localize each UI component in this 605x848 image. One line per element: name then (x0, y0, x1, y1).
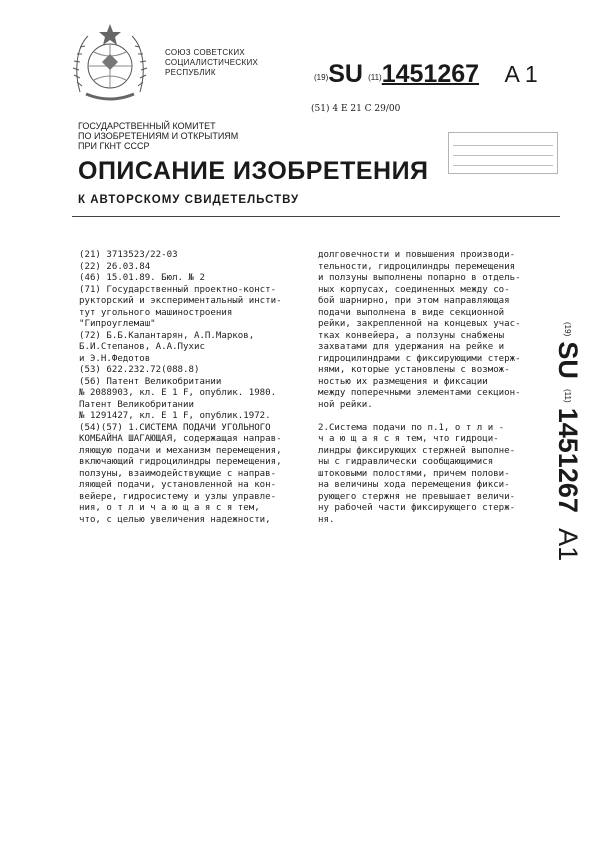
text-line: рующего стержня не превышает величи- (318, 491, 516, 502)
text-line: ня. (318, 514, 335, 525)
right-column (318, 250, 550, 526)
text-line: Б.И.Степанов, А.А.Пухис (79, 342, 205, 352)
vertical-code-19: (19) (563, 322, 572, 337)
state-name (165, 48, 275, 78)
ipc-classification (311, 104, 400, 115)
text-line: Патент Великобритании (79, 399, 194, 410)
text-line: включающий гидроцилиндры перемещения, (79, 457, 282, 467)
text-line: ну рабочей части фиксирующего стерж- (318, 503, 516, 513)
library-stamp (448, 132, 558, 174)
code-19: (19) (314, 73, 329, 82)
stamp-line (453, 165, 553, 166)
text-line: и Э.Н.Федотов (79, 353, 151, 364)
text-line (318, 411, 550, 423)
text-line: ных корпусах, соединенных между со- (318, 284, 510, 295)
text-line: (46) 15.01.89. Бюл. № 2 (79, 273, 205, 283)
committee-line: ПО ИЗОБРЕТЕНИЯМ И ОТКРЫТИЯМ (78, 131, 239, 141)
text-line: (53) 622.232.72(088.8) (79, 365, 200, 375)
text-line: штоковыми полостями, причем полови- (318, 468, 510, 479)
state-name-line: РЕСПУБЛИК (165, 68, 216, 77)
text-line: ния, о т л и ч а ю щ а я с я тем, (79, 503, 260, 513)
text-line: между поперечными элементами секцион- (318, 388, 521, 398)
left-column (79, 250, 305, 526)
text-line: (54)(57) 1.СИСТЕМА ПОДАЧИ УГОЛЬНОГО (79, 422, 271, 433)
text-line: гидроцилиндрами с фиксирующими стерж- (318, 353, 521, 364)
text-line: ляющей подачи, установленной на кон- (79, 480, 277, 490)
text-line: № 2088903, кл. E 1 F, опублик. 1980. (79, 388, 277, 398)
stamp-line (453, 155, 553, 156)
text-line: ны с гидравлически сообщающимися (318, 457, 494, 467)
vertical-patent-label (552, 322, 583, 561)
vertical-kind-code: A1 (553, 528, 583, 562)
state-emblem-icon (72, 22, 148, 108)
text-line: № 1291427, кл. E 1 F, опублик.1972. (79, 411, 271, 421)
text-line: тках конвейера, а ползуны снабжены (318, 330, 505, 341)
kind-code: A 1 (504, 61, 538, 87)
text-line: подачи выполнена в виде секционной (318, 307, 505, 318)
patent-number-line (314, 60, 538, 86)
ipc-code: E 21 C 29/00 (340, 104, 401, 114)
committee-name (78, 121, 298, 151)
text-line: что, с целью увеличения надежности, (79, 514, 271, 525)
text-line: ползуны, взаимодействующие с направ- (79, 468, 277, 479)
document-subtitle: К АВТОРСКОМУ СВИДЕТЕЛЬСТВУ (78, 194, 300, 206)
text-line: КОМБАЙНА ШАГАЮЩАЯ, содержащая направ- (79, 434, 282, 444)
text-line: (72) Б.Б.Калантарян, А.П.Марков, (79, 330, 255, 341)
header-divider (72, 216, 560, 217)
text-line: ляющую подачи и механизм перемещения, (79, 445, 282, 456)
committee-line: ГОСУДАРСТВЕННЫЙ КОМИТЕТ (78, 121, 216, 131)
patent-number: 1451267 (381, 60, 480, 88)
text-line: 2.Система подачи по п.1, о т л и - (318, 422, 505, 433)
text-line: "Гипроуглемаш" (79, 319, 156, 329)
text-line: на величины хода перемещения фикси- (318, 480, 510, 490)
text-line: (56) Патент Великобритании (79, 376, 222, 387)
country-code: SU (328, 60, 363, 88)
stamp-line (453, 145, 553, 146)
text-line: долговечности и повышения производи- (318, 250, 516, 260)
text-line: бой шарнирно, при этом направляющая (318, 296, 510, 306)
text-line: линдры фиксирующих стержней выполне- (318, 445, 516, 456)
text-line: (21) 3713523/22-03 (79, 250, 178, 260)
text-line: ч а ю щ а я с я тем, что гидроци- (318, 434, 499, 444)
text-line: тельности, гидроцилиндры перемещения (318, 261, 516, 272)
committee-line: ПРИ ГКНТ СССР (78, 141, 150, 151)
text-line: ной рейки. (318, 399, 373, 410)
text-line: и ползуны выполнены попарно в отдель- (318, 273, 521, 283)
text-line: вейере, гидросистему и узлы управле- (79, 491, 277, 502)
code-11: (11) (368, 73, 382, 82)
vertical-country: SU (553, 341, 583, 379)
text-line: рукторский и экспериментальный инсти- (79, 296, 282, 306)
text-line: захватами для удержания на рейке и (318, 342, 505, 352)
state-name-line: СОЮЗ СОВЕТСКИХ (165, 48, 246, 57)
text-line: нями, которые установлены с возмож- (318, 365, 510, 375)
text-line: тут угольного машиностроения (79, 307, 233, 318)
document-title: ОПИСАНИЕ ИЗОБРЕТЕНИЯ (78, 157, 429, 185)
vertical-patent-number: 1451267 (553, 407, 583, 513)
text-line: (71) Государственный проектно-конст- (79, 284, 277, 295)
text-line: рейки, закрепленной на концевых учас- (318, 319, 521, 329)
vertical-code-11: (11) (563, 389, 572, 403)
text-line: (22) 26.03.84 (79, 261, 151, 272)
text-line: ностью их размещения и фиксации (318, 376, 488, 387)
state-name-line: СОЦИАЛИСТИЧЕСКИХ (165, 58, 259, 67)
code-51: (51) 4 (311, 104, 339, 114)
